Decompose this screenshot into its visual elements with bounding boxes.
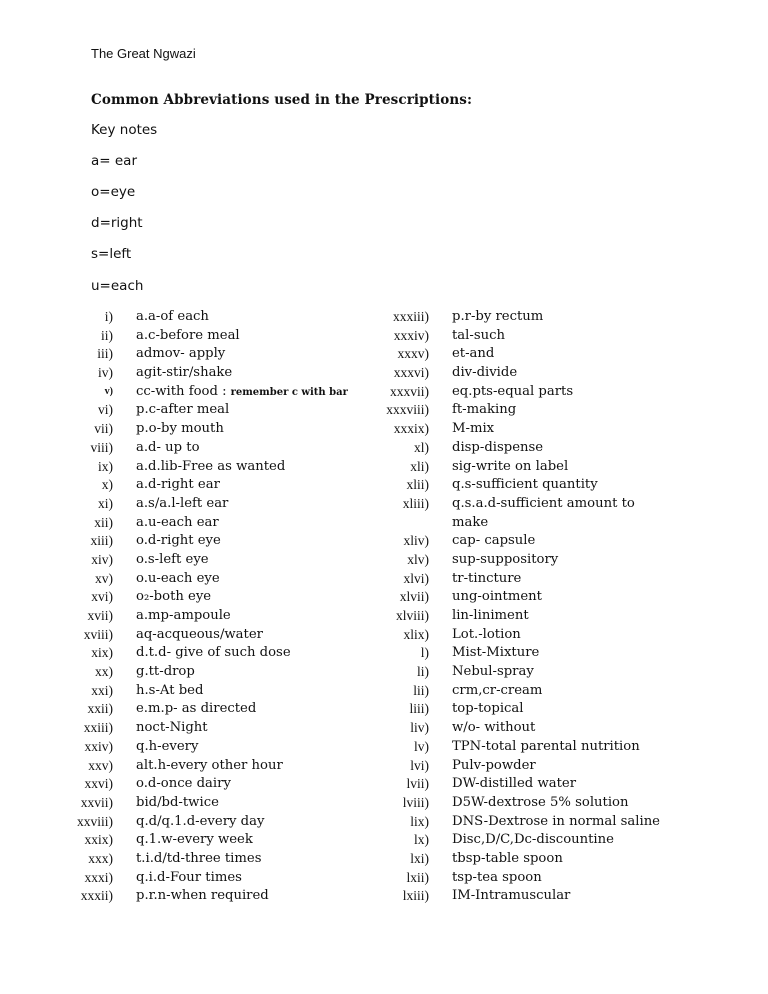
- list-item: [0, 495, 768, 514]
- item-label: p.r.n-when required: [136, 888, 269, 904]
- item-number: lii): [413, 682, 429, 698]
- item-label: a.d-right ear: [136, 477, 220, 493]
- item-label: sig-write on label: [452, 458, 569, 474]
- list-item: [0, 345, 768, 364]
- item-number: xxvi): [84, 776, 113, 792]
- item-number: lxiii): [402, 888, 429, 904]
- item-text: [452, 700, 524, 719]
- item-label: admov- apply: [136, 346, 226, 362]
- item-label: D5W-dextrose 5% solution: [452, 794, 629, 810]
- key-note: a= ear: [91, 153, 138, 169]
- item-text: [452, 887, 570, 906]
- item-number: xxii): [87, 701, 113, 717]
- list-item: [0, 794, 768, 813]
- item-number: xxxviii): [386, 402, 429, 418]
- item-text: [452, 458, 568, 477]
- item-label: a.a-of each: [136, 309, 209, 324]
- item-number: xliv): [403, 533, 429, 549]
- item-number: xii): [94, 514, 113, 530]
- item-text: [452, 738, 640, 757]
- item-label: o.d-once dairy: [136, 776, 231, 792]
- item-label: p.o-by mouth: [136, 421, 224, 437]
- item-label: Mist-Mixture: [452, 645, 540, 661]
- item-label: a.mp-ampoule: [136, 608, 231, 623]
- item-number: iv): [98, 365, 113, 381]
- item-label: noct-Night: [136, 720, 208, 736]
- item-number: xxxix): [393, 421, 429, 437]
- item-number: lvi): [410, 757, 429, 773]
- item-number: xxxii): [80, 888, 113, 904]
- item-number: xxx): [88, 850, 113, 866]
- item-label: agit-stir/shake: [136, 365, 233, 381]
- item-text: [452, 495, 635, 514]
- list-item: [0, 738, 768, 757]
- item-label: o.d-right eye: [136, 533, 221, 549]
- item-label: o.s-left eye: [136, 551, 209, 567]
- list-item: [0, 570, 768, 589]
- item-label: Pulv-powder: [452, 757, 536, 773]
- item-label: cc-with food :: [136, 383, 227, 399]
- item-label: top-topical: [452, 701, 524, 717]
- item-text: [452, 663, 534, 682]
- item-number: xxxvii): [390, 383, 429, 399]
- list-item: [0, 850, 768, 869]
- item-label: Lot.-lotion: [452, 626, 521, 642]
- list-item: [0, 476, 768, 495]
- item-number: liv): [410, 720, 429, 736]
- item-label: sup-suppository: [452, 551, 559, 567]
- item-text: [452, 644, 539, 663]
- item-text: [452, 327, 505, 346]
- item-label: q.s-sufficient quantity: [452, 477, 598, 493]
- item-number: vi): [98, 402, 113, 418]
- page-header: The Great Ngwazi: [91, 46, 196, 61]
- item-label: M-mix: [452, 421, 495, 437]
- item-text: [452, 401, 516, 420]
- item-number: xxxiv): [393, 327, 429, 343]
- list-item: [0, 887, 768, 906]
- list-item: [0, 383, 768, 402]
- item-number: viii): [90, 439, 113, 455]
- list-item: [0, 700, 768, 719]
- item-label: TPN-total parental nutrition: [452, 738, 640, 754]
- item-text: [452, 775, 576, 794]
- item-text: [452, 869, 542, 888]
- item-text: [452, 420, 494, 439]
- item-label: alt.h-every other hour: [136, 757, 283, 773]
- item-text: [452, 757, 536, 776]
- item-label: p.c-after meal: [136, 402, 230, 418]
- item-label: w/o- without: [452, 720, 536, 736]
- item-label: eq.pts-equal parts: [452, 383, 574, 399]
- item-number: xxxvi): [393, 365, 429, 381]
- item-label: g.tt-drop: [136, 664, 195, 680]
- item-number: xxv): [88, 757, 113, 773]
- item-label: q.d/q.1.d-every day: [136, 813, 265, 829]
- item-text: [452, 626, 521, 645]
- item-number: l): [420, 645, 429, 661]
- item-label: crm,cr-cream: [452, 682, 543, 698]
- item-text: [452, 514, 488, 533]
- list-item: [0, 588, 768, 607]
- item-label: a.d.lib-Free as wanted: [136, 458, 286, 474]
- item-number: xlii): [406, 477, 429, 493]
- item-text: [452, 476, 598, 495]
- item-number: i): [104, 309, 113, 324]
- item-number: xxix): [84, 832, 113, 848]
- list-item: [0, 813, 768, 832]
- item-text: [452, 831, 614, 850]
- item-number: xiii): [90, 533, 113, 549]
- item-number: xviii): [83, 626, 113, 642]
- item-number: xxvii): [80, 794, 113, 810]
- item-number: ii): [101, 327, 113, 343]
- item-number: xxiii): [83, 720, 113, 736]
- item-number: xix): [91, 645, 113, 661]
- item-number: xiv): [91, 551, 113, 567]
- list-item: [0, 869, 768, 888]
- item-text: [452, 850, 563, 869]
- item-label: o.u-each eye: [136, 570, 220, 586]
- item-label: ft-making: [452, 402, 517, 418]
- item-label: a.d- up to: [136, 439, 200, 455]
- item-number: lvii): [406, 776, 429, 792]
- key-note: u=each: [91, 278, 144, 294]
- item-text: [452, 607, 529, 626]
- key-note: s=left: [91, 246, 132, 262]
- item-number: iii): [97, 346, 113, 362]
- item-note: remember c with bar: [230, 386, 348, 398]
- item-number: lix): [410, 813, 429, 829]
- item-text: [452, 813, 660, 832]
- item-number: xxi): [91, 682, 113, 698]
- item-text: [452, 551, 558, 570]
- list-item: [0, 401, 768, 420]
- item-label: bid/bd-twice: [136, 794, 219, 810]
- item-number: xxxi): [84, 869, 113, 885]
- item-label: lin-liniment: [452, 608, 529, 623]
- item-label: Disc,D/C,Dc-discountine: [452, 832, 614, 848]
- item-label: a.c-before meal: [136, 327, 240, 343]
- list-item: [0, 607, 768, 626]
- item-number: lx): [414, 832, 429, 848]
- item-label: t.i.d/td-three times: [136, 850, 262, 866]
- list-item: [0, 719, 768, 738]
- item-label: make: [452, 514, 489, 530]
- item-label: DNS-Dextrose in normal saline: [452, 813, 660, 829]
- item-number: x): [101, 477, 113, 493]
- item-label: a.u-each ear: [136, 514, 219, 530]
- list-item: [0, 626, 768, 645]
- item-text: [452, 308, 543, 327]
- item-text: [452, 570, 521, 589]
- item-number: xlix): [403, 626, 429, 642]
- item-label: tbsp-table spoon: [452, 850, 563, 866]
- page-title: Common Abbreviations used in the Prescriptions:: [91, 92, 473, 108]
- item-text: [452, 439, 543, 458]
- list-item: [0, 831, 768, 850]
- list-item: [0, 458, 768, 477]
- item-label: a.s/a.l-left ear: [136, 495, 229, 511]
- item-number: xliii): [402, 495, 429, 511]
- item-number: lv): [414, 738, 429, 754]
- item-label: o₂-both eye: [136, 589, 212, 605]
- key-notes-title: Key notes: [91, 122, 158, 138]
- list-item: [0, 327, 768, 346]
- item-text: [452, 588, 542, 607]
- item-text: [452, 682, 542, 701]
- item-number: xxxv): [397, 346, 429, 362]
- item-number: xv): [95, 570, 113, 586]
- list-item: [0, 663, 768, 682]
- item-number: xlviii): [396, 608, 429, 623]
- item-label: e.m.p- as directed: [136, 701, 257, 717]
- item-number: xx): [95, 664, 113, 680]
- item-number: liii): [409, 701, 429, 717]
- item-label: tr-tincture: [452, 570, 522, 586]
- item-label: DW-distilled water: [452, 776, 576, 792]
- item-label: ung-ointment: [452, 589, 542, 605]
- item-number: xvi): [91, 589, 113, 605]
- item-text: [452, 383, 573, 402]
- item-number: xxiv): [84, 738, 113, 754]
- item-number: li): [417, 664, 429, 680]
- list-item: [0, 420, 768, 439]
- item-label: aq-acqueous/water: [136, 626, 263, 642]
- list-item: [0, 532, 768, 551]
- item-number: v): [104, 385, 113, 397]
- list-item: [0, 682, 768, 701]
- item-label: d.t.d- give of such dose: [136, 645, 291, 661]
- item-label: p.r-by rectum: [452, 309, 544, 324]
- item-label: q.h-every: [136, 738, 199, 754]
- item-label: cap- capsule: [452, 533, 536, 549]
- item-label: tsp-tea spoon: [452, 869, 542, 885]
- item-label: disp-dispense: [452, 439, 544, 455]
- list-item: [0, 644, 768, 663]
- item-number: xlvi): [403, 570, 429, 586]
- list-item: [0, 757, 768, 776]
- key-note: d=right: [91, 215, 143, 231]
- item-text: [452, 532, 535, 551]
- item-number: xvii): [87, 608, 113, 623]
- item-number: lviii): [402, 794, 429, 810]
- item-number: vii): [94, 421, 113, 437]
- item-text: [452, 364, 517, 383]
- item-label: et-and: [452, 346, 495, 362]
- key-note: o=eye: [91, 184, 136, 200]
- item-number: xlv): [407, 551, 429, 567]
- item-number: lxi): [410, 850, 429, 866]
- item-label: IM-Intramuscular: [452, 888, 571, 904]
- item-label: Nebul-spray: [452, 664, 534, 680]
- abbreviation-list-right: [0, 308, 768, 906]
- item-label: q.s.a.d-sufficient amount to: [452, 495, 635, 511]
- item-number: xlvii): [399, 589, 429, 605]
- item-number: xi): [98, 495, 113, 511]
- item-label: div-divide: [452, 365, 518, 381]
- list-item: [0, 551, 768, 570]
- item-number: xli): [410, 458, 429, 474]
- list-item: [0, 364, 768, 383]
- item-number: xl): [414, 439, 429, 455]
- item-number: xxxiii): [393, 309, 429, 324]
- item-text: [452, 719, 535, 738]
- item-number: lxii): [406, 869, 429, 885]
- item-text: [452, 794, 629, 813]
- item-label: q.1.w-every week: [136, 832, 253, 848]
- list-item: [0, 514, 768, 533]
- item-number: xxviii): [77, 813, 113, 829]
- item-label: tal-such: [452, 327, 505, 343]
- item-label: q.i.d-Four times: [136, 869, 242, 885]
- list-item: [0, 439, 768, 458]
- item-number: ix): [98, 458, 113, 474]
- list-item: [0, 308, 768, 327]
- item-text: [452, 345, 494, 364]
- item-label: h.s-At bed: [136, 682, 204, 698]
- list-item: [0, 775, 768, 794]
